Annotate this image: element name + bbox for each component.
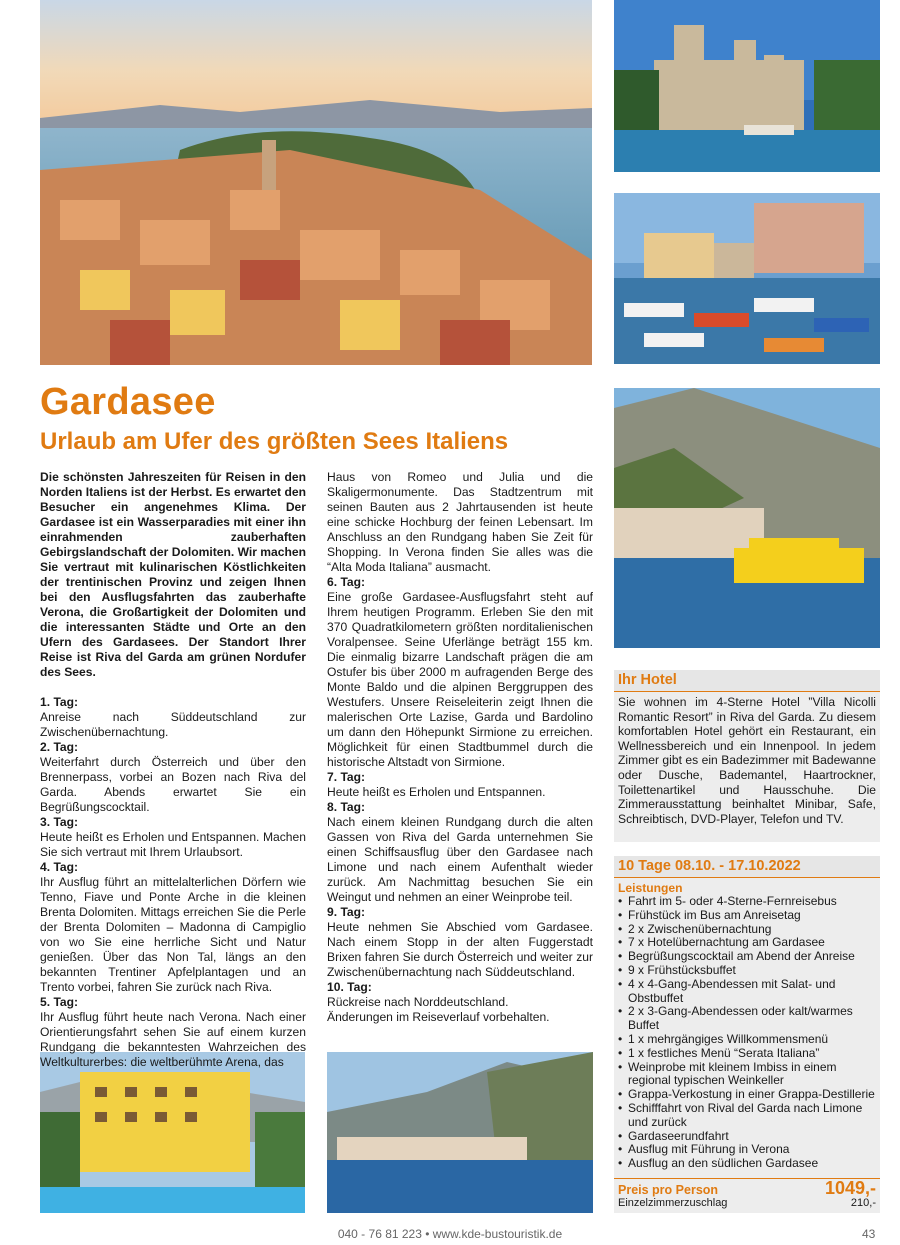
- day-text: Anreise nach Süddeutschland zur Zwischenübernachtung.: [40, 710, 306, 739]
- list-item: • Begrüßungscocktail am Abend der Anreise: [618, 950, 876, 964]
- list-item: • 7 x Hotelübernachtung am Gardasee: [618, 936, 876, 950]
- day-heading: 5. Tag:: [40, 995, 79, 1009]
- trip-info-box: [614, 856, 880, 1213]
- single-room-label: Einzelzimmerzuschlag: [618, 1197, 728, 1209]
- hotel-description: Sie wohnen im 4-Sterne Hotel ”Villa Nicolli Romantic Resort” in Riva del Garda. Zu diesem komfortablen Hotel gehört ein Restaurant, ein Wellnessbereich und ein Innenpool. In jedem Zimmer gibt es ein Badezimmer mit Badewanne oder Dusche, Bademantel, Haartrockner, Toilettenartikel und Hausschuhe. Die Zimmerausstattung beinhaltet Minibar, Safe, Schreibtisch, DVD-Player, Telefon und TV.: [618, 695, 876, 826]
- harbor-photo: [614, 193, 880, 364]
- hotel-info-box: [614, 670, 880, 842]
- day-heading: 2. Tag:: [40, 740, 79, 754]
- list-item: • Gardaseerundfahrt: [618, 1130, 876, 1144]
- castle-photo: [614, 0, 880, 172]
- page-title: Gardasee: [40, 381, 216, 423]
- day-text: Ihr Ausflug führt an mittelalterlichen Dörfern wie Tenno, Fiave und Ponte Arche in die kleinen Brenta Dolomiten. Mittags erreichen Sie die Perle der Brenta Dolomiten – Madonna di Campiglio von wo Sie eine herrliche Sicht und Natur genießen. Über das Non Tal, längs an den bekannten Trentiner Apfelplantagen und an Trento vorbei, fahren Sie zurück nach Riva.: [40, 875, 306, 994]
- list-item: • 2 x Zwischenübernachtung: [618, 923, 876, 937]
- day-text: Weiterfahrt durch Österreich und über den Brennerpass, vorbei an Bozen nach Riva del Garda. Abends erwartet Sie ein Begrüßungscocktail.: [40, 755, 306, 814]
- day-text-continued: Haus von Romeo und Julia und die Skaligermonumente. Das Stadtzentrum mit seinen Bauten aus 2 Jahrtausenden ist heute eine schicke Hochburg der feinen Lebensart. Im Anschluss an den Rundgang haben Sie Zeit für Shopping. In Verona finden Sie alles was die “Alta Moda Italiana” ausmacht.: [327, 470, 593, 574]
- day-heading: 6. Tag:: [327, 575, 366, 589]
- single-room-value: 210,-: [850, 1197, 876, 1209]
- day-text: Rückreise nach Norddeutschland.: [327, 995, 509, 1009]
- hotel-photo: [40, 1052, 305, 1213]
- day-heading: 8. Tag:: [327, 800, 366, 814]
- day-heading: 3. Tag:: [40, 815, 79, 829]
- list-item: • 9 x Frühstücksbuffet: [618, 964, 876, 978]
- day-heading: 10. Tag:: [327, 980, 372, 994]
- day-text: Eine große Gardasee-Ausflugsfahrt steht auf Ihrem heutigen Programm. Erleben Sie den mit 370 Quadratkilometern größten norditalienischen Voralpensee. Seine Uferlänge beträgt 155 km. Die einmalig bizarre Landschaft prägen die am Ostufer bis über 2000 m aufragenden Berge des Monte Baldo und die alpinen Berggruppen des Westufers. Unsere Reiseleiterin zeigt Ihnen die malerischen Orte Lazise, Garda und Bardolino um dann den Höhepunkt Sirmione zu erreichen. Möglichkeit für einen Stadtbummel durch die historische Altstadt von Sirmione.: [327, 590, 593, 769]
- lake-town-photo: [327, 1052, 593, 1213]
- intro-text: Die schönsten Jahreszeiten für Reisen in den Norden Italiens ist der Herbst. Es erwartet den Besucher ein angenehmes Klima. Der Gardasee ist ein Wasserparadies mit einer ihn einrahmenden zauberhaften Gebirgslandschaft der Dolomiten. Wir machen Sie vertraut mit kulinarischen Köstlichkeiten der trentinischen Provinz und zeigen Ihnen bei den Ausflugsfahrten das zauberhafte Verona, die Großartigkeit der Dolomiten und die interessanten Städte und Orte an den Ufern des Gardasees. Der Standort Ihrer Reise ist Riva del Garda am grünen Nordufer des Sees.: [40, 470, 307, 679]
- day-heading: 1. Tag:: [40, 695, 79, 709]
- text-column-right: [327, 470, 593, 1025]
- day-heading: 7. Tag:: [327, 770, 366, 784]
- list-item: • 1 x festliches Menü “Serata Italiana”: [618, 1047, 876, 1061]
- list-item: • Grappa-Verkostung in einer Grappa-Destillerie: [618, 1088, 876, 1102]
- list-item: • Frühstück im Bus am Anreisetag: [618, 909, 876, 923]
- day-text: Heute heißt es Erholen und Entspannen.: [327, 785, 546, 799]
- disclaimer-text: Änderungen im Reiseverlauf vorbehalten.: [327, 1010, 550, 1024]
- hotel-box-title: Ihr Hotel: [614, 670, 880, 692]
- hero-photo-sirmione: [40, 0, 592, 365]
- day-text: Heute heißt es Erholen und Entspannen. Machen Sie sich vertraut mit Ihrem Urlaubsort.: [40, 830, 306, 859]
- footer-contact: 040 - 76 81 223 • www.kde-bustouristik.de: [337, 1227, 563, 1241]
- services-list: [614, 895, 880, 1171]
- day-heading: 9. Tag:: [327, 905, 366, 919]
- list-item: • 1 x mehrgängiges Willkommensmenü: [618, 1033, 876, 1047]
- price-label: Preis pro Person: [618, 1183, 719, 1197]
- day-text: Nach einem kleinen Rundgang durch die alten Gassen von Riva del Garda unternehmen Sie einen Schiffsausflug über den Gardasee nach Limone und nach einem Aufenthalt wieder zurück. Am Nachmittag besuchen Sie ein Weingut und nehmen an einer Weinprobe teil.: [327, 815, 593, 904]
- list-item: • Ausflug mit Führung in Verona: [618, 1143, 876, 1157]
- services-heading: Leistungen: [618, 881, 683, 895]
- price-value: 1049,-: [824, 1178, 876, 1198]
- text-column-left: [40, 470, 306, 1070]
- trip-dates-title: 10 Tage 08.10. - 17.10.2022: [614, 856, 880, 878]
- day-text: Ihr Ausflug führt heute nach Verona. Nach einer Orientierungsfahrt sehen Sie auf einem kurzen Rundgang die bekanntesten Wahrzeichen des Weltkulturerbes: die weltberühmte Arena, das: [40, 1010, 306, 1069]
- limone-ferry-photo: [614, 388, 880, 648]
- list-item: • Schifffahrt von Rival del Garda nach Limone und zurück: [618, 1102, 876, 1130]
- day-text: Heute nehmen Sie Abschied vom Gardasee. Nach einem Stopp in der alten Fuggerstadt Brixen fahren Sie durch Österreich und weiter zur Zwischenübernachtung nach Süddeutschland.: [327, 920, 593, 979]
- list-item: • Weinprobe mit kleinem Imbiss in einem regional typischen Weinkeller: [618, 1061, 876, 1089]
- day-heading: 4. Tag:: [40, 860, 79, 874]
- list-item: • Fahrt im 5- oder 4-Sterne-Fernreisebus: [618, 895, 876, 909]
- list-item: • Ausflug an den südlichen Gardasee: [618, 1157, 876, 1171]
- page-subtitle: Urlaub am Ufer des größten Sees Italiens: [40, 428, 509, 455]
- list-item: • 4 x 4-Gang-Abendessen mit Salat- und Obstbuffet: [618, 978, 876, 1006]
- list-item: • 2 x 3-Gang-Abendessen oder kalt/warmes Buffet: [618, 1005, 876, 1033]
- page-number: 43: [862, 1227, 876, 1241]
